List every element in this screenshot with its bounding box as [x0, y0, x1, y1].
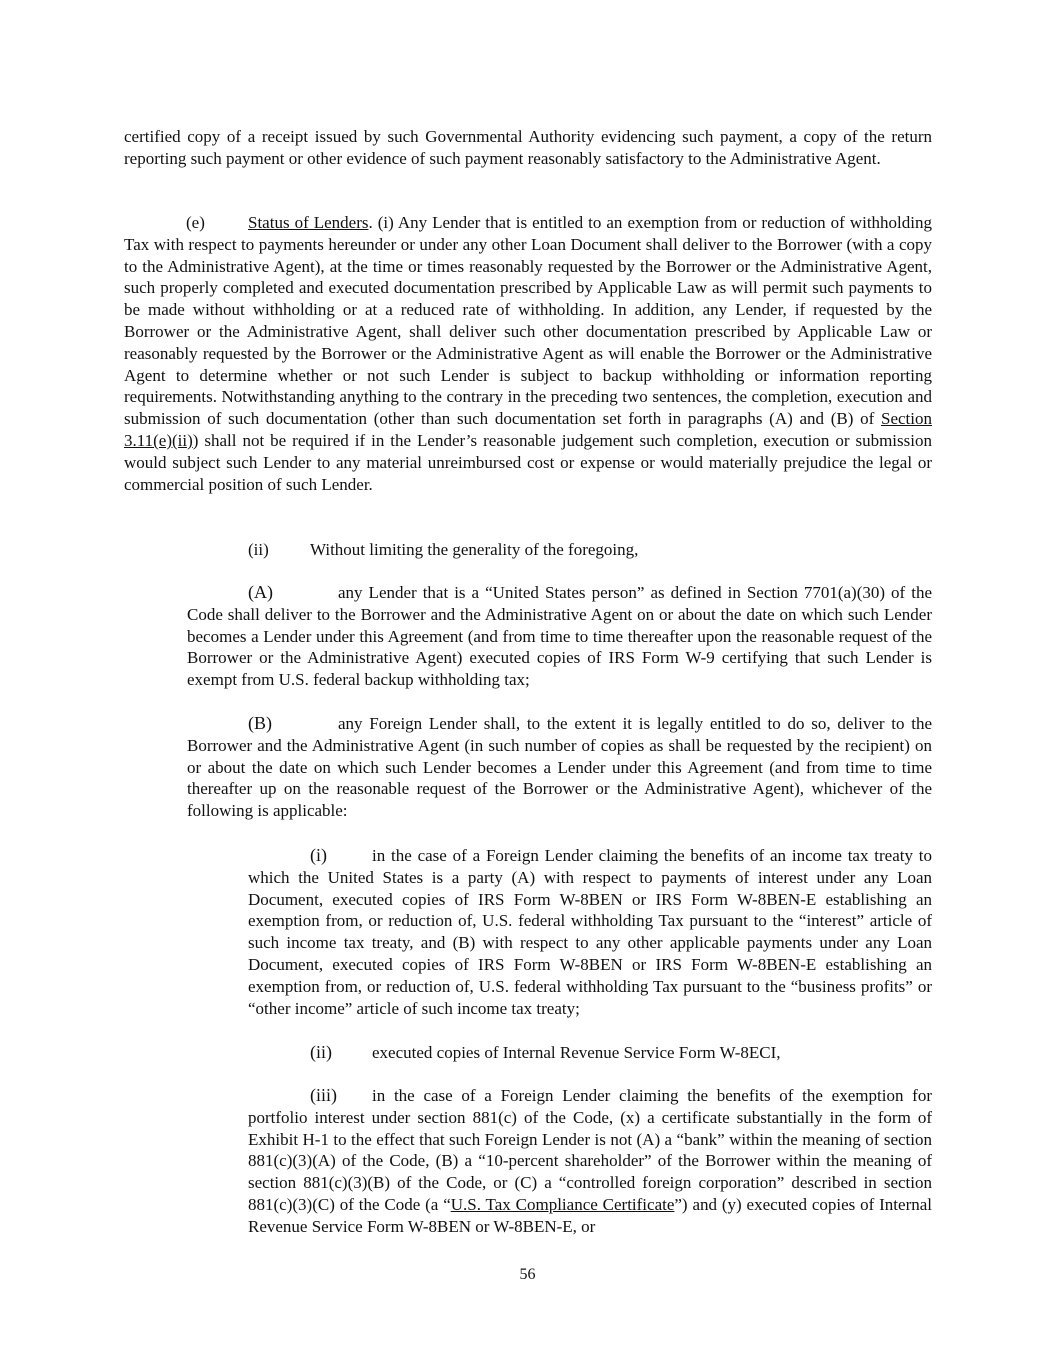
section-heading: Status of Lenders — [248, 213, 369, 232]
defined-term: U.S. Tax Compliance Certificate — [450, 1194, 675, 1214]
paragraph-ii-label: (ii) — [248, 540, 269, 559]
paragraph-ii: (ii) Without limiting the generality of the foregoing, — [248, 540, 639, 559]
paragraph-B-ii: (ii) executed copies of Internal Revenue Service Form W-8ECI, — [310, 1042, 781, 1062]
paragraph-A-label: (A) — [248, 582, 273, 602]
paragraph-B-ii-label: (ii) — [310, 1042, 332, 1062]
page-number: 56 — [519, 1266, 536, 1283]
paragraph-A: (A) any Lender that is a “United States person” as defined in Section 7701(a)(30) of the Code shall deliver to the Borrower and the Administrative Agent on or about the date on which such Lender becomes a Lender under this Agreement (and from time to time thereafter upon the reasonable request of the Borrower or the Administrative Agent) executed copies of IRS Form W-9 certifying that such Lender is exempt from U.S. federal backup withholding tax; — [187, 582, 932, 690]
paragraph-B-iii-label: (iii) — [310, 1085, 337, 1105]
paragraph-continuation: certified copy of a receipt issued by such Governmental Authority evidencing such payment, a copy of the return reporting such payment or other evidence of such payment reasonably satisfactory to the Administrative Agent. — [124, 127, 932, 168]
paragraph-e-status-of-lenders: (e) Status of Lenders. (i) Any Lender that is entitled to an exemption from or reduction of withholding Tax with respect to payments hereunder or under any other Loan Document shall deliver to the Borrower (with a copy to the Administrative Agent), at the time or times reasonably requested by the Borrower or the Administrative Agent, such properly completed and executed documentation prescribed by Applicable Law as will permit such payments to be made without withholding or at a reduced rate of withholding. In addition, any Lender, if requested by the Borrower or the Administrative Agent, shall deliver such other documentation prescribed by Applicable Law or reasonably requested by the Borrower or the Administrative Agent as will enable the Borrower or the Administrative Agent to determine whether or not such Lender is subject to backup withholding or information reporting requirements. Notwithstanding anything to the contrary in the preceding two sentences, the completion, execution and submission of such documentation (other than such documentation set forth in paragraphs (A) and (B) of Section 3.11(e)(ii)) shall not be required if in the Lender’s reasonable judgement such completion, execution or submission would subject such Lender to any material unreimbursed cost or expense or would materially prejudice the legal or commercial position of such Lender. — [124, 213, 932, 494]
paragraph-B: (B) any Foreign Lender shall, to the extent it is legally entitled to do so, deliver to the Borrower and the Administrative Agent (in such number of copies as shall be requested by the recipient) on or about the date on which such Lender becomes a Lender under this Agreement (and from time to time thereafter up on the reasonable request of the Borrower or the Administrative Agent), whichever of the following is applicable: — [187, 713, 932, 821]
paragraph-B-i-label: (i) — [310, 845, 327, 865]
section-reference-link: Section 3.11(e)(ii) — [124, 409, 932, 450]
paragraph-B-i: (i) in the case of a Foreign Lender claiming the benefits of an income tax treaty to which the United States is a party (A) with respect to payments of interest under any Loan Document, executed copies of IRS Form W-8BEN or IRS Form W-8BEN-E establishing an exemption from, or reduction of, U.S. federal withholding Tax pursuant to the “interest” article of such income tax treaty, and (B) with respect to any other applicable payments under any Loan Document, executed copies of IRS Form W-8BEN or IRS Form W-8BEN-E establishing an exemption from, or reduction of, U.S. federal withholding Tax pursuant to the “business profits” or “other income” article of such income tax treaty; — [248, 845, 932, 1018]
paragraph-B-label: (B) — [248, 713, 272, 733]
paragraph-B-iii: (iii) in the case of a Foreign Lender claiming the benefits of the exemption for portfolio interest under section 881(c) of the Code, (x) a certificate substantially in the form of Exhibit H-1 to the effect that such Foreign Lender is not (A) a “bank” within the meaning of section 881(c)(3)(A) of the Code, (B) a “10-percent shareholder” of the Borrower within the meaning of section 881(c)(3)(B) of the Code, or (C) a “controlled foreign corporation” described in section 881(c)(3)(C) of the Code (a “U.S. Tax Compliance Certificate”) and (y) executed copies of Internal Revenue Service Form W-8BEN or W-8BEN-E, or — [248, 1085, 933, 1236]
paragraph-e-label: (e) — [186, 213, 205, 232]
